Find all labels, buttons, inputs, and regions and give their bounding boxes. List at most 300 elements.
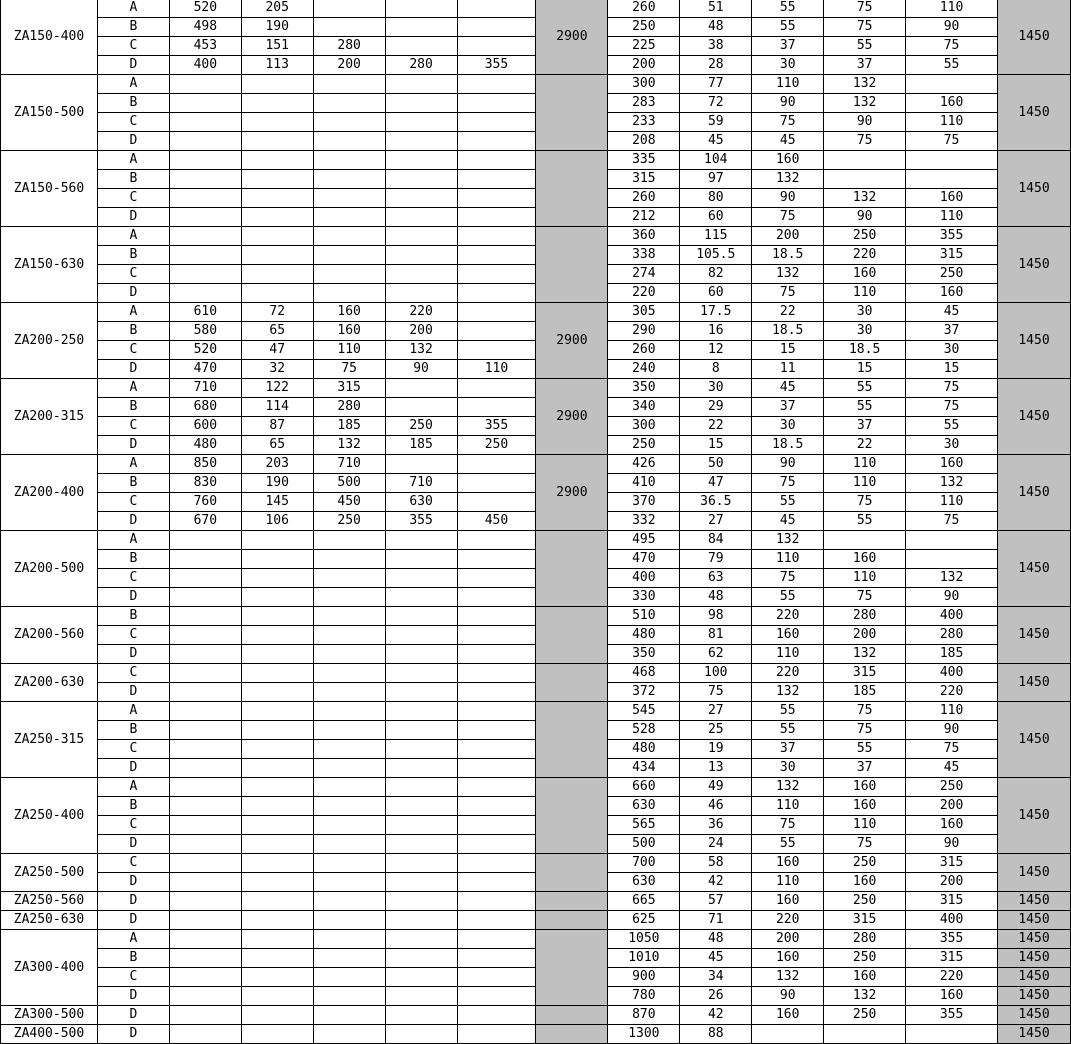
- value-cell: 220: [752, 664, 824, 683]
- value-cell: 160: [906, 189, 998, 208]
- table-row: [1, 968, 1071, 987]
- value-cell: [385, 664, 457, 683]
- value-cell: [385, 949, 457, 968]
- value-cell: 110: [752, 75, 824, 94]
- value-cell: 110: [906, 113, 998, 132]
- value-cell: [385, 151, 457, 170]
- value-cell: 185: [906, 645, 998, 664]
- value-cell: [385, 873, 457, 892]
- value-cell: 114: [241, 398, 313, 417]
- value-cell: 410: [608, 474, 680, 493]
- value-cell: 55: [824, 37, 906, 56]
- table-row: [1, 303, 1071, 322]
- value-cell: [457, 474, 536, 493]
- value-cell: 250: [457, 436, 536, 455]
- table-row: [1, 18, 1071, 37]
- rpm-1450-cell: 1450: [998, 968, 1071, 987]
- value-cell: [457, 873, 536, 892]
- value-cell: 132: [752, 265, 824, 284]
- impeller-cell: A: [97, 930, 169, 949]
- value-cell: [313, 778, 385, 797]
- value-cell: [457, 94, 536, 113]
- table-row: [1, 37, 1071, 56]
- rpm-1450-cell: 1450: [998, 930, 1071, 949]
- value-cell: 340: [608, 398, 680, 417]
- value-cell: 37: [824, 417, 906, 436]
- value-cell: [313, 759, 385, 778]
- value-cell: [385, 94, 457, 113]
- table-row: [1, 151, 1071, 170]
- value-cell: 160: [824, 968, 906, 987]
- rpm-1450-cell: 1450: [998, 455, 1071, 531]
- value-cell: [457, 588, 536, 607]
- value-cell: 18.5: [752, 246, 824, 265]
- value-cell: 468: [608, 664, 680, 683]
- value-cell: [313, 18, 385, 37]
- value-cell: 315: [608, 170, 680, 189]
- value-cell: 580: [169, 322, 241, 341]
- rpm-2900-cell: [536, 892, 608, 911]
- value-cell: [169, 645, 241, 664]
- value-cell: 55: [752, 588, 824, 607]
- value-cell: 51: [680, 0, 752, 18]
- rpm-2900-cell: 2900: [536, 455, 608, 531]
- value-cell: [457, 189, 536, 208]
- value-cell: 30: [824, 322, 906, 341]
- value-cell: [169, 75, 241, 94]
- value-cell: [169, 816, 241, 835]
- value-cell: 30: [752, 56, 824, 75]
- value-cell: 55: [824, 512, 906, 531]
- value-cell: 110: [906, 208, 998, 227]
- value-cell: [457, 569, 536, 588]
- value-cell: 46: [680, 797, 752, 816]
- value-cell: 132: [313, 436, 385, 455]
- impeller-cell: D: [97, 132, 169, 151]
- value-cell: 315: [313, 379, 385, 398]
- rpm-1450-cell: 1450: [998, 303, 1071, 379]
- value-cell: [457, 816, 536, 835]
- value-cell: 105.5: [680, 246, 752, 265]
- value-cell: [241, 246, 313, 265]
- value-cell: [313, 987, 385, 1006]
- value-cell: [457, 949, 536, 968]
- value-cell: [457, 930, 536, 949]
- impeller-cell: D: [97, 987, 169, 1006]
- impeller-cell: D: [97, 588, 169, 607]
- table-row: [1, 474, 1071, 493]
- value-cell: 75: [824, 493, 906, 512]
- value-cell: 132: [385, 341, 457, 360]
- value-cell: [906, 75, 998, 94]
- value-cell: 280: [824, 930, 906, 949]
- value-cell: [241, 75, 313, 94]
- value-cell: [457, 1006, 536, 1025]
- value-cell: [385, 778, 457, 797]
- value-cell: [313, 189, 385, 208]
- value-cell: 65: [241, 436, 313, 455]
- value-cell: [313, 835, 385, 854]
- value-cell: 75: [752, 569, 824, 588]
- value-cell: 315: [906, 892, 998, 911]
- value-cell: 15: [824, 360, 906, 379]
- value-cell: 355: [906, 1006, 998, 1025]
- value-cell: [824, 151, 906, 170]
- value-cell: [385, 968, 457, 987]
- value-cell: 240: [608, 360, 680, 379]
- value-cell: [906, 1025, 998, 1044]
- value-cell: 400: [906, 911, 998, 930]
- value-cell: [457, 892, 536, 911]
- value-cell: [313, 284, 385, 303]
- value-cell: 208: [608, 132, 680, 151]
- rpm-2900-cell: [536, 1006, 608, 1025]
- value-cell: 160: [824, 873, 906, 892]
- impeller-cell: A: [97, 151, 169, 170]
- table-row: [1, 436, 1071, 455]
- value-cell: 37: [752, 37, 824, 56]
- value-cell: 59: [680, 113, 752, 132]
- value-cell: 700: [608, 854, 680, 873]
- table-row: [1, 892, 1071, 911]
- value-cell: [169, 949, 241, 968]
- value-cell: 90: [752, 455, 824, 474]
- value-cell: 132: [752, 778, 824, 797]
- value-cell: 710: [169, 379, 241, 398]
- value-cell: 280: [906, 626, 998, 645]
- value-cell: 315: [906, 246, 998, 265]
- value-cell: 81: [680, 626, 752, 645]
- rpm-2900-cell: [536, 1025, 608, 1044]
- value-cell: [385, 1006, 457, 1025]
- model-cell: ZA250-630: [1, 911, 98, 930]
- value-cell: [385, 227, 457, 246]
- value-cell: 220: [824, 246, 906, 265]
- value-cell: [169, 569, 241, 588]
- value-cell: 160: [752, 151, 824, 170]
- model-cell: ZA200-630: [1, 664, 98, 702]
- value-cell: 132: [824, 645, 906, 664]
- value-cell: 185: [385, 436, 457, 455]
- impeller-cell: A: [97, 702, 169, 721]
- table-row: [1, 512, 1071, 531]
- value-cell: 37: [906, 322, 998, 341]
- value-cell: [457, 645, 536, 664]
- rpm-2900-cell: [536, 664, 608, 702]
- value-cell: 630: [385, 493, 457, 512]
- value-cell: [457, 987, 536, 1006]
- table-row: [1, 702, 1071, 721]
- value-cell: [169, 246, 241, 265]
- value-cell: [385, 930, 457, 949]
- value-cell: 274: [608, 265, 680, 284]
- value-cell: 250: [824, 854, 906, 873]
- value-cell: [313, 1025, 385, 1044]
- value-cell: 115: [680, 227, 752, 246]
- value-cell: 110: [906, 0, 998, 18]
- impeller-cell: B: [97, 607, 169, 626]
- value-cell: [385, 550, 457, 569]
- value-cell: [169, 284, 241, 303]
- value-cell: 37: [752, 740, 824, 759]
- value-cell: 48: [680, 588, 752, 607]
- value-cell: [313, 721, 385, 740]
- value-cell: [385, 265, 457, 284]
- value-cell: 315: [824, 911, 906, 930]
- value-cell: [169, 588, 241, 607]
- impeller-cell: C: [97, 341, 169, 360]
- value-cell: [385, 854, 457, 873]
- impeller-cell: B: [97, 94, 169, 113]
- value-cell: 24: [680, 835, 752, 854]
- value-cell: 151: [241, 37, 313, 56]
- value-cell: 200: [313, 56, 385, 75]
- value-cell: 55: [752, 0, 824, 18]
- value-cell: 75: [906, 37, 998, 56]
- value-cell: 80: [680, 189, 752, 208]
- value-cell: [457, 1025, 536, 1044]
- value-cell: 280: [385, 56, 457, 75]
- value-cell: [457, 797, 536, 816]
- value-cell: 75: [906, 512, 998, 531]
- rpm-2900-cell: [536, 778, 608, 854]
- value-cell: [313, 113, 385, 132]
- value-cell: [313, 797, 385, 816]
- value-cell: 12: [680, 341, 752, 360]
- value-cell: [169, 1006, 241, 1025]
- value-cell: [169, 531, 241, 550]
- value-cell: [313, 911, 385, 930]
- impeller-cell: C: [97, 816, 169, 835]
- rpm-1450-cell: 1450: [998, 0, 1071, 75]
- value-cell: 132: [752, 170, 824, 189]
- value-cell: [385, 835, 457, 854]
- value-cell: 38: [680, 37, 752, 56]
- value-cell: 160: [752, 854, 824, 873]
- value-cell: 110: [906, 493, 998, 512]
- value-cell: [457, 246, 536, 265]
- value-cell: [169, 987, 241, 1006]
- value-cell: 106: [241, 512, 313, 531]
- value-cell: 400: [169, 56, 241, 75]
- value-cell: [457, 0, 536, 18]
- value-cell: [169, 550, 241, 569]
- value-cell: 18.5: [752, 436, 824, 455]
- table-row: [1, 360, 1071, 379]
- value-cell: [385, 683, 457, 702]
- value-cell: 84: [680, 531, 752, 550]
- value-cell: [457, 626, 536, 645]
- value-cell: 132: [752, 531, 824, 550]
- value-cell: [457, 968, 536, 987]
- value-cell: 110: [906, 702, 998, 721]
- value-cell: 360: [608, 227, 680, 246]
- value-cell: 110: [752, 550, 824, 569]
- value-cell: [385, 379, 457, 398]
- impeller-cell: C: [97, 493, 169, 512]
- value-cell: [313, 607, 385, 626]
- value-cell: [457, 607, 536, 626]
- rpm-1450-cell: 1450: [998, 1006, 1071, 1025]
- value-cell: 315: [906, 949, 998, 968]
- value-cell: [169, 892, 241, 911]
- value-cell: 260: [608, 189, 680, 208]
- value-cell: [457, 740, 536, 759]
- value-cell: [385, 208, 457, 227]
- value-cell: [169, 170, 241, 189]
- value-cell: [241, 854, 313, 873]
- value-cell: 110: [824, 455, 906, 474]
- impeller-cell: C: [97, 189, 169, 208]
- value-cell: 60: [680, 208, 752, 227]
- value-cell: 75: [824, 702, 906, 721]
- value-cell: [169, 189, 241, 208]
- value-cell: 55: [824, 398, 906, 417]
- value-cell: 90: [752, 189, 824, 208]
- value-cell: [457, 37, 536, 56]
- value-cell: 82: [680, 265, 752, 284]
- value-cell: 110: [824, 569, 906, 588]
- value-cell: 426: [608, 455, 680, 474]
- table-row: [1, 189, 1071, 208]
- value-cell: 400: [608, 569, 680, 588]
- impeller-cell: A: [97, 227, 169, 246]
- value-cell: 55: [752, 721, 824, 740]
- value-cell: 495: [608, 531, 680, 550]
- value-cell: [169, 968, 241, 987]
- value-cell: [313, 550, 385, 569]
- value-cell: 260: [608, 341, 680, 360]
- value-cell: 160: [752, 626, 824, 645]
- value-cell: 160: [824, 778, 906, 797]
- value-cell: [457, 664, 536, 683]
- rpm-1450-cell: 1450: [998, 892, 1071, 911]
- value-cell: [313, 208, 385, 227]
- value-cell: [241, 968, 313, 987]
- model-cell: ZA150-560: [1, 151, 98, 227]
- impeller-cell: C: [97, 569, 169, 588]
- impeller-cell: C: [97, 265, 169, 284]
- value-cell: 42: [680, 873, 752, 892]
- value-cell: 90: [752, 987, 824, 1006]
- table-row: [1, 265, 1071, 284]
- value-cell: [169, 683, 241, 702]
- value-cell: 300: [608, 75, 680, 94]
- rpm-2900-cell: [536, 151, 608, 227]
- value-cell: [241, 227, 313, 246]
- value-cell: [385, 911, 457, 930]
- value-cell: 300: [608, 417, 680, 436]
- value-cell: [169, 721, 241, 740]
- table-row: [1, 550, 1071, 569]
- value-cell: [313, 968, 385, 987]
- value-cell: 55: [752, 493, 824, 512]
- table-row: [1, 1025, 1071, 1044]
- table-row: [1, 75, 1071, 94]
- value-cell: [906, 531, 998, 550]
- table-row: [1, 740, 1071, 759]
- value-cell: 34: [680, 968, 752, 987]
- value-cell: 90: [824, 208, 906, 227]
- value-cell: [241, 132, 313, 151]
- value-cell: [385, 626, 457, 645]
- impeller-cell: D: [97, 892, 169, 911]
- value-cell: 75: [313, 360, 385, 379]
- value-cell: 55: [824, 740, 906, 759]
- value-cell: 90: [906, 721, 998, 740]
- value-cell: 75: [906, 398, 998, 417]
- value-cell: [385, 740, 457, 759]
- value-cell: [313, 873, 385, 892]
- value-cell: 77: [680, 75, 752, 94]
- value-cell: 850: [169, 455, 241, 474]
- impeller-cell: A: [97, 531, 169, 550]
- value-cell: 338: [608, 246, 680, 265]
- value-cell: 710: [385, 474, 457, 493]
- value-cell: [313, 854, 385, 873]
- value-cell: 48: [680, 930, 752, 949]
- value-cell: 90: [752, 94, 824, 113]
- value-cell: 22: [824, 436, 906, 455]
- value-cell: [241, 1025, 313, 1044]
- value-cell: 75: [824, 588, 906, 607]
- impeller-cell: B: [97, 18, 169, 37]
- value-cell: 55: [752, 835, 824, 854]
- rpm-1450-cell: 1450: [998, 1025, 1071, 1044]
- value-cell: 18.5: [752, 322, 824, 341]
- value-cell: 1050: [608, 930, 680, 949]
- value-cell: 110: [824, 816, 906, 835]
- value-cell: [385, 0, 457, 18]
- value-cell: 87: [241, 417, 313, 436]
- value-cell: [241, 797, 313, 816]
- value-cell: 200: [385, 322, 457, 341]
- value-cell: 48: [680, 18, 752, 37]
- value-cell: 145: [241, 493, 313, 512]
- table-row: [1, 379, 1071, 398]
- value-cell: [313, 816, 385, 835]
- model-cell: ZA200-500: [1, 531, 98, 607]
- value-cell: 62: [680, 645, 752, 664]
- value-cell: 260: [608, 0, 680, 18]
- rpm-1450-cell: 1450: [998, 987, 1071, 1006]
- value-cell: 132: [824, 987, 906, 1006]
- value-cell: [169, 778, 241, 797]
- value-cell: 36.5: [680, 493, 752, 512]
- impeller-cell: C: [97, 854, 169, 873]
- value-cell: 498: [169, 18, 241, 37]
- value-cell: 72: [241, 303, 313, 322]
- value-cell: 200: [824, 626, 906, 645]
- value-cell: 160: [906, 987, 998, 1006]
- value-cell: 250: [608, 436, 680, 455]
- value-cell: 75: [680, 683, 752, 702]
- impeller-cell: D: [97, 873, 169, 892]
- value-cell: 32: [241, 360, 313, 379]
- value-cell: 75: [752, 474, 824, 493]
- table-row: [1, 759, 1071, 778]
- rpm-2900-cell: [536, 607, 608, 664]
- value-cell: [752, 1025, 824, 1044]
- value-cell: 250: [608, 18, 680, 37]
- table-row: [1, 588, 1071, 607]
- value-cell: 75: [752, 816, 824, 835]
- value-cell: [385, 702, 457, 721]
- value-cell: 500: [313, 474, 385, 493]
- value-cell: 75: [752, 284, 824, 303]
- value-cell: 528: [608, 721, 680, 740]
- value-cell: 90: [385, 360, 457, 379]
